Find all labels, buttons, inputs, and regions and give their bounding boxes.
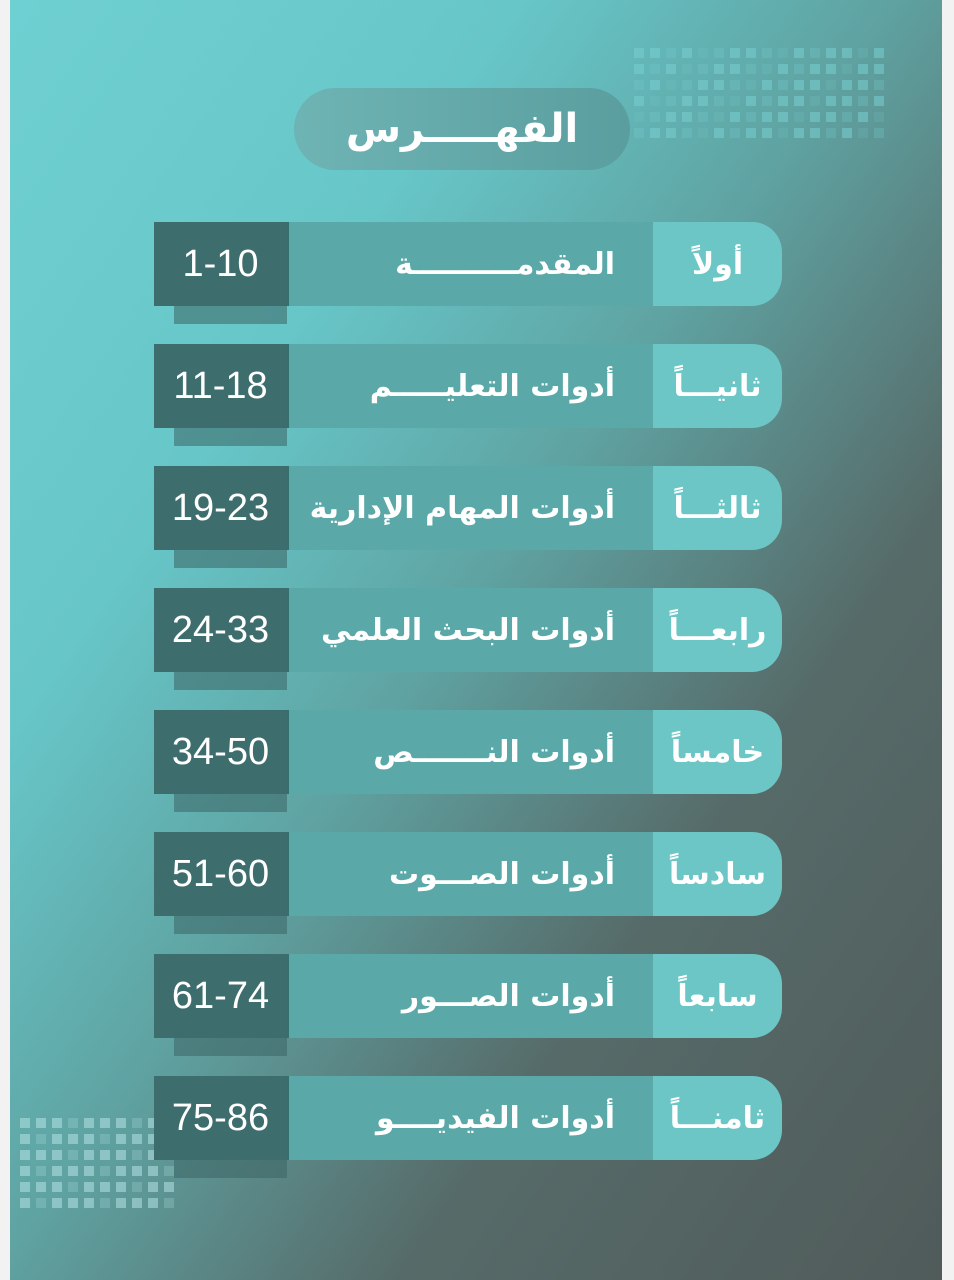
decorative-dot bbox=[874, 64, 884, 74]
decorative-dot bbox=[52, 1118, 62, 1128]
decorative-dot bbox=[698, 96, 708, 106]
decorative-dot bbox=[730, 96, 740, 106]
toc-row bbox=[154, 344, 782, 428]
index-title-pill bbox=[294, 88, 630, 170]
decorative-dot bbox=[746, 96, 756, 106]
decorative-dot bbox=[20, 1198, 30, 1208]
decorative-dot bbox=[858, 112, 868, 122]
decorative-dot bbox=[132, 1118, 142, 1128]
page-range-cell bbox=[154, 1076, 289, 1160]
decorative-dot bbox=[682, 112, 692, 122]
decorative-dot bbox=[634, 112, 644, 122]
topic-title: أدوات الفيديــــو bbox=[375, 1100, 615, 1136]
page-range: 24-33 bbox=[171, 608, 270, 651]
decorative-dot bbox=[666, 80, 676, 90]
decorative-dot bbox=[52, 1182, 62, 1192]
decorative-dot bbox=[666, 48, 676, 58]
ordinal-cell bbox=[653, 466, 782, 550]
decorative-dot bbox=[746, 64, 756, 74]
ordinal-label: ثالثـــاً bbox=[673, 490, 762, 526]
decorative-dot bbox=[666, 128, 676, 138]
page-title: الفهـــــرس bbox=[345, 106, 579, 152]
decorative-dot bbox=[36, 1182, 46, 1192]
toc-row bbox=[154, 588, 782, 672]
decorative-dot bbox=[650, 64, 660, 74]
decorative-dot bbox=[826, 96, 836, 106]
decorative-dot bbox=[634, 80, 644, 90]
decorative-dot bbox=[874, 96, 884, 106]
decorative-dot bbox=[826, 80, 836, 90]
page-range: 1-10 bbox=[182, 242, 259, 285]
decorative-dot bbox=[762, 96, 772, 106]
decorative-dot bbox=[68, 1198, 78, 1208]
decorative-dot bbox=[132, 1150, 142, 1160]
decorative-dot bbox=[794, 64, 804, 74]
topic-title: أدوات المهام الإدارية bbox=[309, 490, 615, 526]
decorative-dot bbox=[116, 1166, 126, 1176]
toc-row-bar bbox=[154, 1076, 782, 1160]
decorative-dot bbox=[842, 128, 852, 138]
decorative-dot bbox=[826, 48, 836, 58]
decorative-dot bbox=[52, 1166, 62, 1176]
decorative-dot bbox=[52, 1150, 62, 1160]
ordinal-label: خامساً bbox=[670, 734, 765, 770]
index-page bbox=[10, 0, 942, 1280]
decorative-dot bbox=[84, 1166, 94, 1176]
decorative-dot bbox=[634, 64, 644, 74]
toc-row-bar bbox=[154, 344, 782, 428]
ordinal-label: سادساً bbox=[669, 856, 766, 892]
decorative-dot bbox=[794, 48, 804, 58]
page-range-cell bbox=[154, 710, 289, 794]
decorative-dot bbox=[874, 48, 884, 58]
decorative-dot bbox=[858, 128, 868, 138]
decorative-dot bbox=[698, 128, 708, 138]
decorative-dot bbox=[858, 64, 868, 74]
decorative-dot bbox=[20, 1118, 30, 1128]
decorative-dot bbox=[666, 112, 676, 122]
decorative-dot bbox=[116, 1134, 126, 1144]
decorative-dot bbox=[746, 48, 756, 58]
decorative-dot bbox=[84, 1198, 94, 1208]
page-range: 34-50 bbox=[171, 730, 270, 773]
decorative-dot bbox=[116, 1198, 126, 1208]
decorative-dot bbox=[36, 1118, 46, 1128]
decorative-dot bbox=[794, 112, 804, 122]
page-range-cell bbox=[154, 954, 289, 1038]
topic-cell bbox=[289, 222, 653, 306]
decorative-dot bbox=[36, 1134, 46, 1144]
decorative-dot bbox=[762, 64, 772, 74]
topic-cell bbox=[289, 832, 653, 916]
topic-title: المقدمــــــــــة bbox=[395, 246, 615, 282]
decorative-dot bbox=[698, 64, 708, 74]
ordinal-label: ثامنـــاً bbox=[669, 1100, 766, 1136]
decorative-dot bbox=[634, 48, 644, 58]
decorative-dot bbox=[20, 1166, 30, 1176]
topic-cell bbox=[289, 466, 653, 550]
decorative-dot bbox=[100, 1118, 110, 1128]
topic-cell bbox=[289, 710, 653, 794]
decorative-dot bbox=[810, 80, 820, 90]
decorative-dot bbox=[730, 80, 740, 90]
decorative-dot bbox=[714, 128, 724, 138]
decorative-dot bbox=[650, 112, 660, 122]
decorative-dot bbox=[36, 1150, 46, 1160]
decorative-dot bbox=[682, 48, 692, 58]
decorative-dot bbox=[874, 112, 884, 122]
toc-row bbox=[154, 466, 782, 550]
decorative-dot bbox=[52, 1134, 62, 1144]
topic-title: أدوات التعليـــــم bbox=[369, 368, 615, 404]
decorative-dot bbox=[68, 1166, 78, 1176]
page-range: 19-23 bbox=[171, 486, 270, 529]
decorative-dot bbox=[682, 80, 692, 90]
toc-row bbox=[154, 222, 782, 306]
decorative-dot bbox=[810, 96, 820, 106]
decorative-dot bbox=[68, 1134, 78, 1144]
ordinal-label: رابعـــاً bbox=[668, 612, 767, 648]
topic-cell bbox=[289, 344, 653, 428]
decorative-dot bbox=[810, 48, 820, 58]
toc-row-bar bbox=[154, 710, 782, 794]
decorative-dot bbox=[794, 128, 804, 138]
page-range: 61-74 bbox=[171, 974, 270, 1017]
ordinal-cell bbox=[653, 222, 782, 306]
decorative-dot bbox=[858, 96, 868, 106]
decorative-dot bbox=[100, 1198, 110, 1208]
decorative-dot bbox=[730, 48, 740, 58]
topic-cell bbox=[289, 588, 653, 672]
decorative-dot bbox=[36, 1166, 46, 1176]
decorative-dot bbox=[762, 112, 772, 122]
decorative-dot bbox=[842, 80, 852, 90]
decorative-dot bbox=[84, 1134, 94, 1144]
decorative-dot bbox=[858, 80, 868, 90]
decorative-dot bbox=[778, 64, 788, 74]
decorative-dot bbox=[650, 80, 660, 90]
decorative-dot bbox=[794, 96, 804, 106]
decorative-dot bbox=[148, 1182, 158, 1192]
topic-title: أدوات الصـــور bbox=[401, 978, 615, 1014]
decorative-dot bbox=[20, 1150, 30, 1160]
decorative-dot bbox=[714, 64, 724, 74]
decorative-dot bbox=[874, 80, 884, 90]
decorative-dot-grid-bottom bbox=[20, 1118, 174, 1208]
decorative-dot bbox=[650, 96, 660, 106]
decorative-dot bbox=[148, 1166, 158, 1176]
decorative-dot bbox=[778, 96, 788, 106]
topic-title: أدوات النـــــــص bbox=[373, 734, 615, 770]
page-range-cell bbox=[154, 222, 289, 306]
decorative-dot bbox=[116, 1150, 126, 1160]
ordinal-cell bbox=[653, 1076, 782, 1160]
decorative-dot bbox=[730, 128, 740, 138]
decorative-dot bbox=[634, 96, 644, 106]
topic-title: أدوات الصـــوت bbox=[388, 856, 615, 892]
decorative-dot bbox=[698, 80, 708, 90]
page-range-cell bbox=[154, 466, 289, 550]
page-range-cell bbox=[154, 588, 289, 672]
decorative-dot bbox=[634, 128, 644, 138]
toc-row bbox=[154, 1076, 782, 1160]
decorative-dot bbox=[650, 48, 660, 58]
decorative-dot bbox=[148, 1198, 158, 1208]
toc-row-bar bbox=[154, 832, 782, 916]
decorative-dot bbox=[68, 1118, 78, 1128]
decorative-dot bbox=[20, 1182, 30, 1192]
ordinal-cell bbox=[653, 954, 782, 1038]
ordinal-cell bbox=[653, 710, 782, 794]
decorative-dot bbox=[84, 1150, 94, 1160]
toc-row-bar bbox=[154, 222, 782, 306]
decorative-dot bbox=[714, 96, 724, 106]
decorative-dot bbox=[762, 48, 772, 58]
ordinal-label: ثانيـــاً bbox=[673, 368, 762, 404]
decorative-dot bbox=[36, 1198, 46, 1208]
decorative-dot bbox=[164, 1198, 174, 1208]
ordinal-label: أولاً bbox=[691, 246, 744, 282]
decorative-dot bbox=[842, 112, 852, 122]
decorative-dot bbox=[778, 128, 788, 138]
decorative-dot bbox=[762, 128, 772, 138]
decorative-dot bbox=[132, 1134, 142, 1144]
decorative-dot bbox=[810, 64, 820, 74]
decorative-dot bbox=[746, 112, 756, 122]
decorative-dot bbox=[68, 1150, 78, 1160]
decorative-dot bbox=[714, 48, 724, 58]
decorative-dot bbox=[874, 128, 884, 138]
decorative-dot bbox=[794, 80, 804, 90]
ordinal-cell bbox=[653, 588, 782, 672]
topic-cell bbox=[289, 954, 653, 1038]
decorative-dot bbox=[714, 112, 724, 122]
decorative-dot bbox=[116, 1182, 126, 1192]
page-range: 11-18 bbox=[173, 364, 268, 407]
decorative-dot bbox=[666, 64, 676, 74]
page-range: 75-86 bbox=[171, 1096, 270, 1139]
decorative-dot bbox=[842, 96, 852, 106]
decorative-dot bbox=[100, 1166, 110, 1176]
ordinal-label: سابعاً bbox=[677, 978, 758, 1014]
decorative-dot bbox=[682, 128, 692, 138]
decorative-dot bbox=[132, 1166, 142, 1176]
decorative-dot bbox=[20, 1134, 30, 1144]
decorative-dot bbox=[650, 128, 660, 138]
toc-row bbox=[154, 954, 782, 1038]
decorative-dot bbox=[778, 80, 788, 90]
topic-title: أدوات البحث العلمي bbox=[320, 612, 615, 648]
decorative-dot bbox=[730, 112, 740, 122]
decorative-dot bbox=[84, 1118, 94, 1128]
decorative-dot bbox=[682, 64, 692, 74]
toc-row-bar bbox=[154, 466, 782, 550]
decorative-dot bbox=[778, 48, 788, 58]
decorative-dot bbox=[858, 48, 868, 58]
decorative-dot bbox=[116, 1118, 126, 1128]
decorative-dot bbox=[100, 1134, 110, 1144]
decorative-dot bbox=[666, 96, 676, 106]
decorative-dot bbox=[164, 1166, 174, 1176]
decorative-dot bbox=[132, 1182, 142, 1192]
decorative-dot bbox=[52, 1198, 62, 1208]
page-range-cell bbox=[154, 832, 289, 916]
decorative-dot-grid-top bbox=[634, 48, 884, 138]
decorative-dot bbox=[100, 1182, 110, 1192]
decorative-dot bbox=[164, 1182, 174, 1192]
decorative-dot bbox=[698, 112, 708, 122]
decorative-dot bbox=[68, 1182, 78, 1192]
decorative-dot bbox=[810, 128, 820, 138]
decorative-dot bbox=[842, 48, 852, 58]
decorative-dot bbox=[746, 80, 756, 90]
page-range-cell bbox=[154, 344, 289, 428]
decorative-dot bbox=[826, 112, 836, 122]
ordinal-cell bbox=[653, 832, 782, 916]
toc-row bbox=[154, 832, 782, 916]
decorative-dot bbox=[826, 64, 836, 74]
decorative-dot bbox=[746, 128, 756, 138]
decorative-dot bbox=[826, 128, 836, 138]
toc-row-bar bbox=[154, 588, 782, 672]
decorative-dot bbox=[84, 1182, 94, 1192]
decorative-dot bbox=[810, 112, 820, 122]
decorative-dot bbox=[132, 1198, 142, 1208]
decorative-dot bbox=[778, 112, 788, 122]
toc-row-bar bbox=[154, 954, 782, 1038]
decorative-dot bbox=[730, 64, 740, 74]
decorative-dot bbox=[698, 48, 708, 58]
topic-cell bbox=[289, 1076, 653, 1160]
decorative-dot bbox=[682, 96, 692, 106]
decorative-dot bbox=[100, 1150, 110, 1160]
toc-row bbox=[154, 710, 782, 794]
ordinal-cell bbox=[653, 344, 782, 428]
decorative-dot bbox=[714, 80, 724, 90]
page-range: 51-60 bbox=[171, 852, 270, 895]
decorative-dot bbox=[842, 64, 852, 74]
decorative-dot bbox=[762, 80, 772, 90]
